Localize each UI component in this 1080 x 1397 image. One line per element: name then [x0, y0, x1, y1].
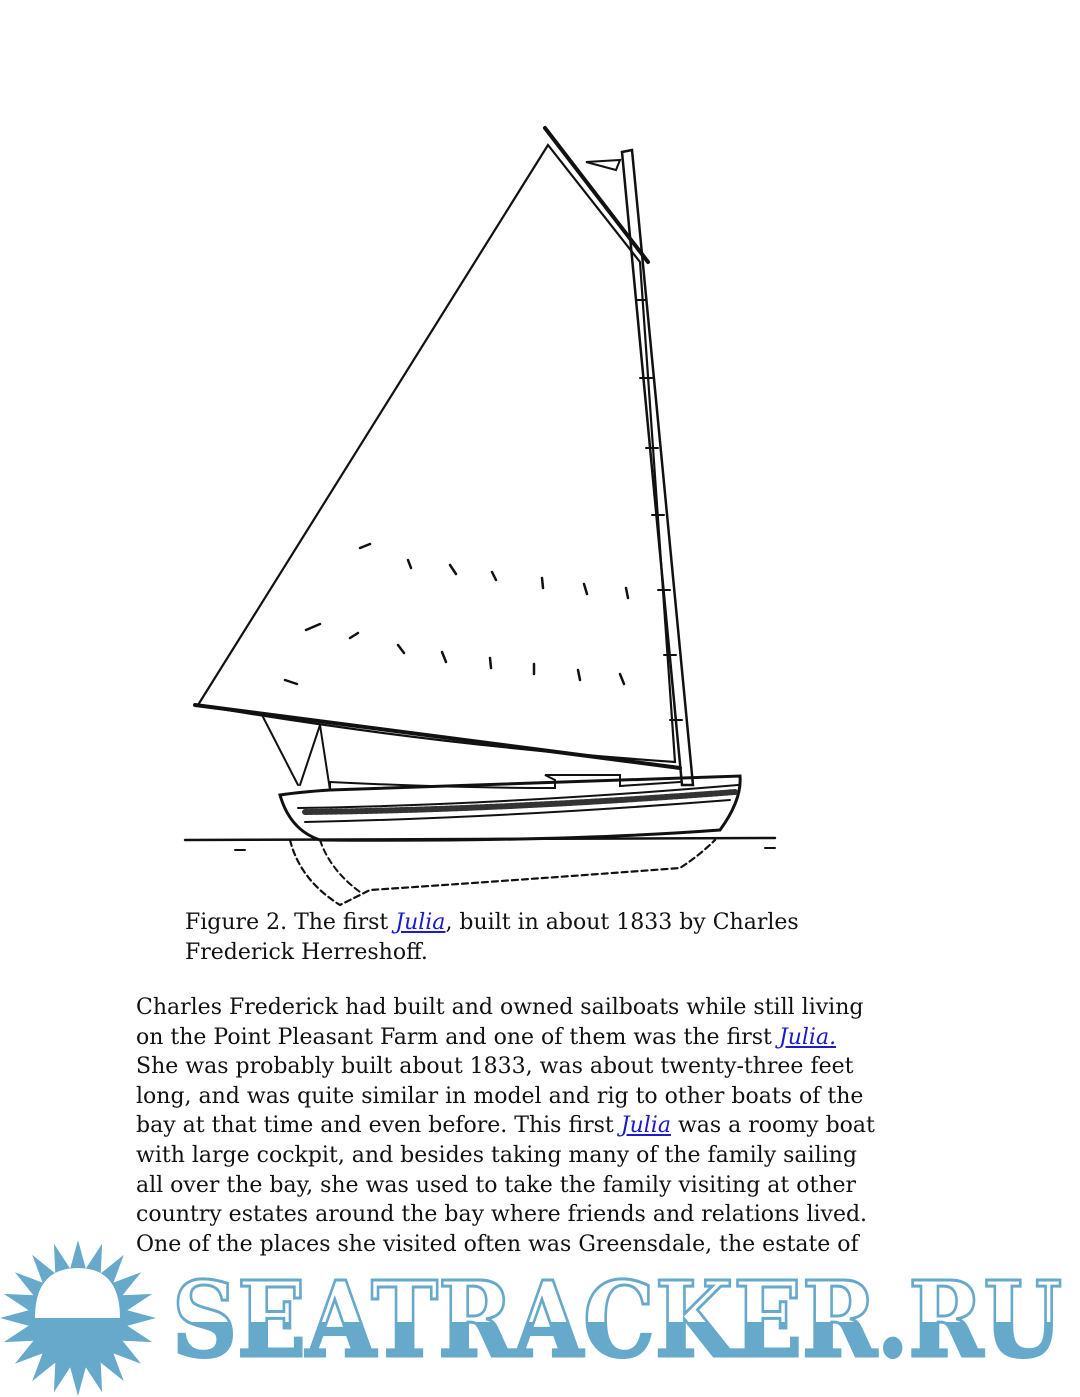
- text-line: with large cockpit, and besides taking many of the family sailing: [136, 1142, 857, 1168]
- sun-logo-icon: [0, 1240, 156, 1396]
- julia-link[interactable]: Julia.: [778, 1024, 837, 1050]
- text-line: She was probably built about 1833, was about twenty-three feet: [136, 1054, 854, 1080]
- text-line: on the Point Pleasant Farm and one of them was the first Julia.: [136, 1024, 837, 1050]
- text-line: One of the places she visited often was Greensdale, the estate of: [136, 1231, 859, 1257]
- figure-caption: [185, 908, 799, 968]
- caption-line-1: Figure 2. The first Julia, built in about 1833 by Charles: [185, 910, 799, 935]
- julia-link[interactable]: Julia: [620, 1113, 671, 1139]
- text-line: long, and was quite similar in model and rig to other boats of the: [136, 1083, 864, 1109]
- text-line: all over the bay, she was used to take the family visiting at other: [136, 1172, 857, 1198]
- text-line: country estates around the bay where friends and relations lived.: [136, 1202, 868, 1228]
- text-line: bay at that time and even before. This first Julia was a roomy boat: [136, 1113, 875, 1139]
- sailboat-illustration: [180, 120, 790, 920]
- watermark-text: SEATRACKER.RU: [172, 1258, 1062, 1381]
- julia-link[interactable]: Julia: [395, 910, 446, 935]
- seatracker-watermark: [0, 1238, 1080, 1397]
- caption-line-2: Frederick Herreshoff.: [185, 940, 428, 965]
- body-paragraph: [136, 993, 875, 1259]
- text-line: Charles Frederick had built and owned sailboats while still living: [136, 995, 864, 1020]
